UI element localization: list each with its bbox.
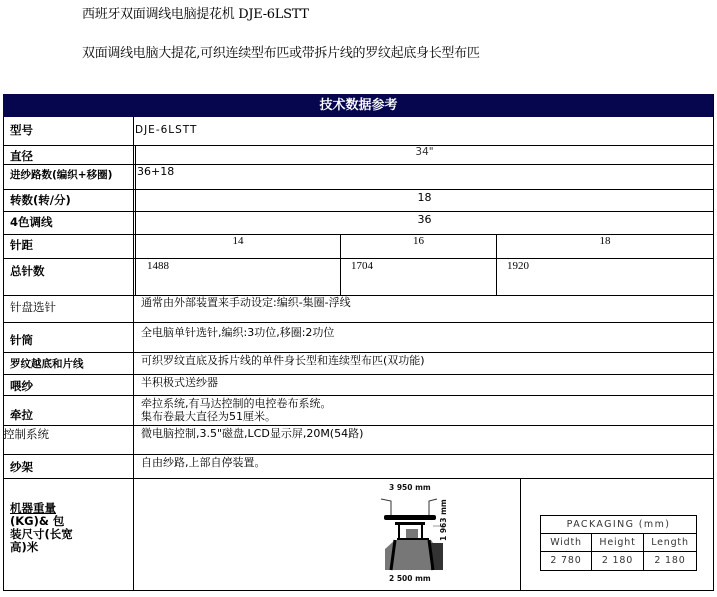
page-subtitle: 双面调线电脑大提花,可织连续型布匹或带拆片线的罗纹起底身长型布匹: [82, 46, 480, 61]
label-line: (KG)& 包: [10, 514, 65, 528]
table-border-right: [713, 94, 714, 591]
value-diameter: 34": [415, 146, 434, 158]
dim-height: 1 963 mm: [439, 499, 448, 541]
label-line: 机器重量: [10, 501, 56, 515]
value-dial-selection: 通常由外部装置来手动设定:编织-集圈-浮线: [141, 296, 351, 309]
label-gauge: 针距: [10, 238, 33, 252]
label-line: 装尺寸(长宽: [10, 527, 73, 541]
machine-dimension-diagram: [373, 481, 473, 587]
value-model: DJE-6LSTT: [135, 124, 198, 136]
row-line: [3, 478, 714, 479]
row-line: [3, 322, 714, 323]
value-rib: 可织罗纹直底及拆片线的单件身长型和连续型布匹(双功能): [141, 354, 425, 367]
packaging-value-width: 2 780: [550, 555, 582, 566]
value-needles-1: 1488: [147, 260, 169, 272]
row-line: [3, 395, 714, 396]
table-border-bottom: [3, 590, 714, 591]
value-creel: 自由纱路,上部自停装置。: [141, 456, 266, 469]
label-takedown: 牵拉: [10, 408, 33, 422]
packaging-header-length: Length: [651, 537, 689, 548]
label-rpm: 转数(转/分): [10, 193, 71, 207]
value-feeders: 36+18: [137, 165, 175, 178]
image-divider: [520, 478, 521, 591]
packaging-header-height: Height: [599, 537, 636, 548]
label-rib: 罗纹越底和片线: [10, 358, 84, 370]
row-line: [3, 295, 714, 296]
row-line: [3, 454, 714, 455]
label-weight-packaging: [10, 502, 73, 554]
dim-top-width: 3 950 mm: [389, 483, 431, 492]
value-cylinder: 全电脑单针选针,编织:3功位,移圈:2功位: [141, 326, 335, 339]
label-feeding: 喂纱: [10, 379, 33, 393]
page-title: 西班牙双面调线电脑提花机 DJE-6LSTT: [82, 7, 309, 22]
spec-table-header: 技术数据参考: [3, 94, 714, 117]
spec-table: [3, 94, 714, 591]
label-control: 控制系统: [3, 427, 49, 441]
label-feeders: 进纱路数(编织+移圈): [10, 169, 113, 181]
label-dial-selection: 针盘选针: [10, 300, 56, 314]
value-rpm: 18: [417, 191, 432, 204]
value-needles-3: 1920: [507, 260, 529, 272]
value-gauge-3: 18: [599, 235, 611, 247]
value-control: 微电脑控制,3.5"磁盘,LCD显示屏,20M(54路): [141, 427, 364, 440]
row-line: [3, 374, 714, 375]
row-line: [541, 533, 696, 534]
value-gauge-2: 16: [413, 235, 424, 247]
value-takedown-line2: 集布卷最大直径为51厘米。: [141, 410, 276, 423]
value-4color: 36: [417, 213, 432, 226]
dim-base-width: 2 500 mm: [389, 574, 431, 583]
value-feeding: 半积极式送纱器: [141, 376, 218, 389]
value-needles-2: 1704: [351, 260, 373, 272]
machine-icon: [373, 481, 473, 587]
packaging-value-height: 2 180: [601, 555, 634, 566]
row-line: [3, 211, 714, 212]
row-line: [3, 352, 714, 353]
packaging-header-width: Width: [550, 537, 582, 548]
label-total-needles: 总针数: [10, 264, 45, 278]
label-line: 高)米: [10, 540, 39, 554]
label-creel: 纱架: [10, 460, 33, 474]
row-line: [3, 425, 714, 426]
row-line: [541, 551, 696, 552]
value-takedown-line1: 牵拉系统,有马达控制的电控卷布系统。: [141, 397, 332, 410]
label-4color: 4色调线: [10, 215, 53, 229]
packaging-table: [540, 515, 697, 571]
packaging-value-length: 2 180: [654, 555, 686, 566]
label-cylinder: 针筒: [10, 333, 33, 347]
row-line: [3, 164, 714, 165]
packaging-title: PACKAGING (mm): [566, 519, 671, 530]
row-line: [3, 189, 714, 190]
value-gauge-1: 14: [232, 235, 244, 247]
label-model: 型号: [10, 123, 33, 137]
label-diameter: 直径: [10, 149, 33, 163]
row-line: [3, 258, 714, 259]
